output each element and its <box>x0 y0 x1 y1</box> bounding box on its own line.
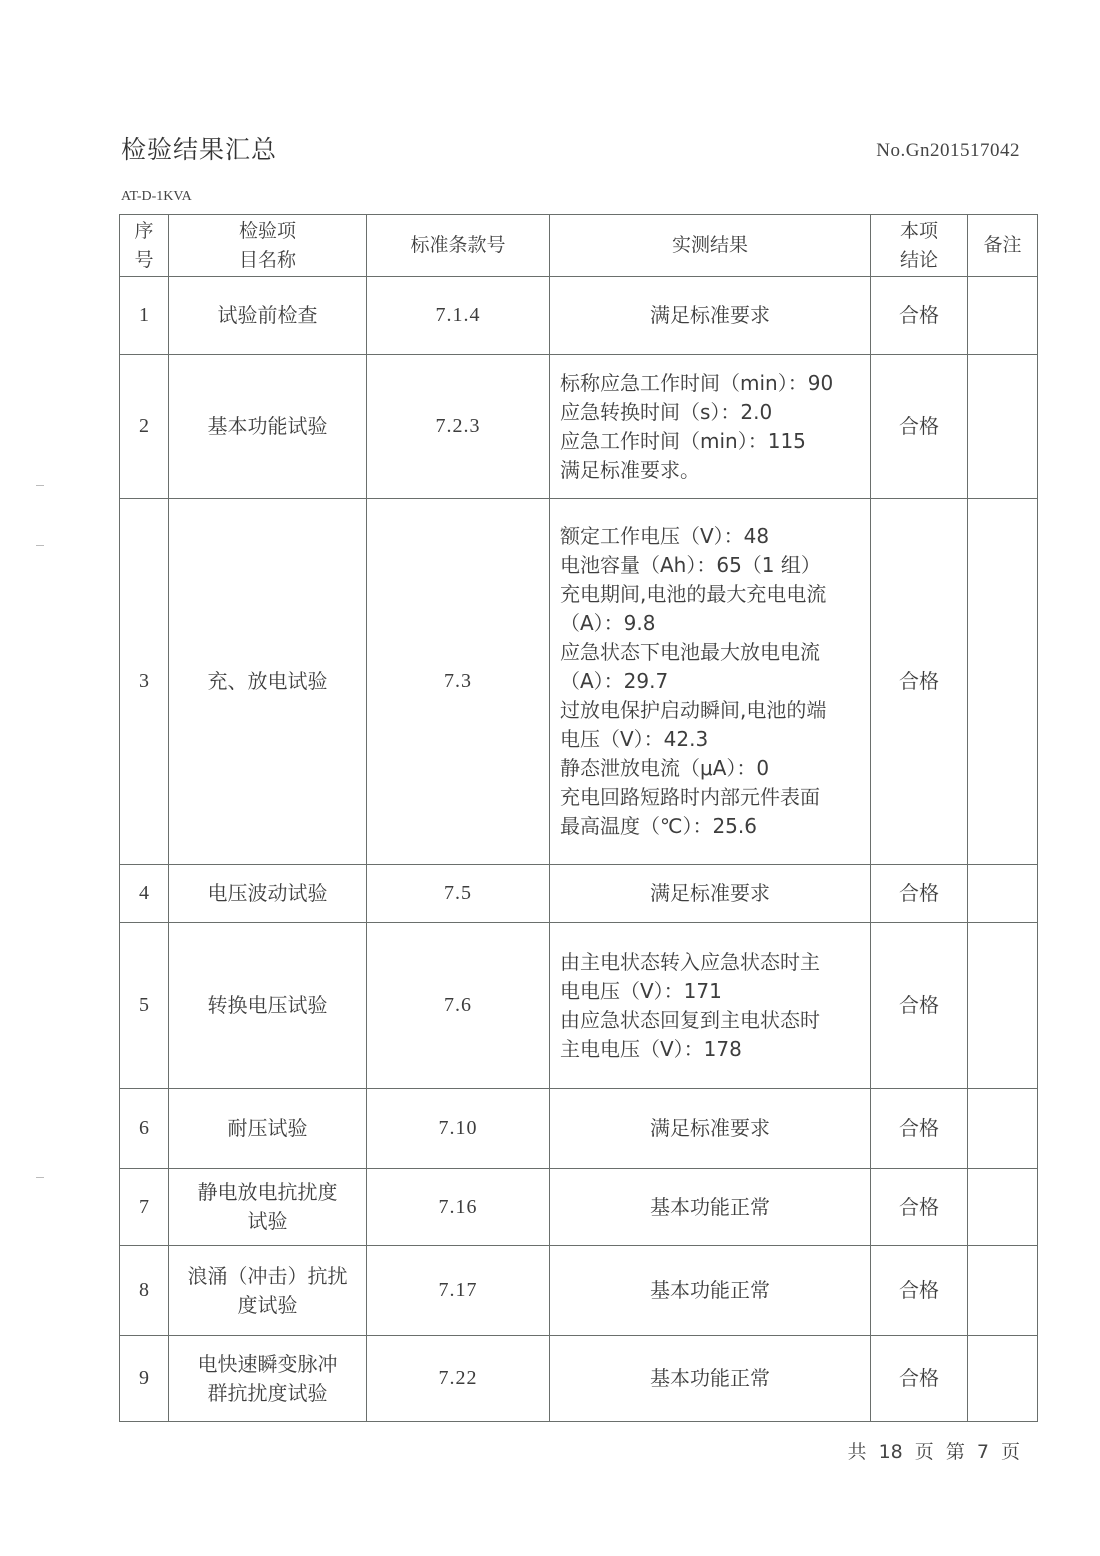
cell-result: 满足标准要求 <box>550 277 871 355</box>
cell-item: 电快速瞬变脉冲 群抗扰度试验 <box>169 1336 367 1422</box>
cell-remark <box>968 1336 1038 1422</box>
cell-remark <box>968 277 1038 355</box>
cell-verdict: 合格 <box>871 1336 968 1422</box>
cell-verdict: 合格 <box>871 355 968 499</box>
cell-item: 电压波动试验 <box>169 865 367 923</box>
cell-clause: 7.5 <box>367 865 550 923</box>
cell-item: 基本功能试验 <box>169 355 367 499</box>
cell-seq: 6 <box>120 1089 169 1169</box>
table-row <box>120 865 1038 923</box>
column-header-verdict: 本项 结论 <box>871 215 968 277</box>
cell-verdict: 合格 <box>871 923 968 1089</box>
cell-remark <box>968 923 1038 1089</box>
cell-remark <box>968 355 1038 499</box>
cell-result: 由主电状态转入应急状态时主 电电压（V）：171 由应急状态回复到主电状态时 主电电压（V）：178 <box>550 923 871 1089</box>
cell-clause: 7.1.4 <box>367 277 550 355</box>
table-row <box>120 277 1038 355</box>
cell-seq: 8 <box>120 1246 169 1336</box>
cell-clause: 7.10 <box>367 1089 550 1169</box>
table-header-row <box>120 215 1038 277</box>
cell-remark <box>968 499 1038 865</box>
cell-verdict: 合格 <box>871 499 968 865</box>
cell-verdict: 合格 <box>871 1169 968 1246</box>
cell-item: 耐压试验 <box>169 1089 367 1169</box>
cell-seq: 5 <box>120 923 169 1089</box>
cell-clause: 7.3 <box>367 499 550 865</box>
table-row <box>120 1089 1038 1169</box>
cell-clause: 7.16 <box>367 1169 550 1246</box>
column-header-result: 实测结果 <box>550 215 871 277</box>
cell-verdict: 合格 <box>871 1246 968 1336</box>
cell-seq: 3 <box>120 499 169 865</box>
cell-seq: 1 <box>120 277 169 355</box>
cell-result: 基本功能正常 <box>550 1246 871 1336</box>
cell-item: 静电放电抗扰度 试验 <box>169 1169 367 1246</box>
cell-seq: 2 <box>120 355 169 499</box>
cell-item: 转换电压试验 <box>169 923 367 1089</box>
results-table <box>119 214 1038 1422</box>
scan-artifact <box>36 485 44 486</box>
table-row <box>120 1336 1038 1422</box>
cell-remark <box>968 1246 1038 1336</box>
cell-clause: 7.17 <box>367 1246 550 1336</box>
cell-result: 基本功能正常 <box>550 1336 871 1422</box>
cell-result: 满足标准要求 <box>550 865 871 923</box>
cell-clause: 7.6 <box>367 923 550 1089</box>
column-header-clause: 标准条款号 <box>367 215 550 277</box>
scan-artifact <box>36 1177 44 1178</box>
page-title: 检验结果汇总 <box>121 135 278 164</box>
cell-item: 试验前检查 <box>169 277 367 355</box>
cell-result: 额定工作电压（V）：48 电池容量（Ah）：65（1 组） 充电期间,电池的最大充电电流 （A）：9.8 应急状态下电池最大放电电流 （A）：29.7 过放电保护启动瞬间,电池的端 电压（V）：42.3 静态泄放电流（μA）：0 充电回路短路时内部元件表面 最高温度（℃）：25.6 <box>550 499 871 865</box>
cell-remark <box>968 1169 1038 1246</box>
cell-seq: 9 <box>120 1336 169 1422</box>
table-row <box>120 499 1038 865</box>
table-row <box>120 1246 1038 1336</box>
cell-remark <box>968 865 1038 923</box>
cell-verdict: 合格 <box>871 865 968 923</box>
cell-item: 充、放电试验 <box>169 499 367 865</box>
table-row <box>120 923 1038 1089</box>
cell-clause: 7.22 <box>367 1336 550 1422</box>
table-row <box>120 1169 1038 1246</box>
cell-seq: 7 <box>120 1169 169 1246</box>
cell-seq: 4 <box>120 865 169 923</box>
cell-result: 基本功能正常 <box>550 1169 871 1246</box>
cell-item: 浪涌（冲击）抗扰 度试验 <box>169 1246 367 1336</box>
cell-result: 满足标准要求 <box>550 1089 871 1169</box>
column-header-remark: 备注 <box>968 215 1038 277</box>
scan-artifact <box>36 545 44 546</box>
report-number: No.Gn201517042 <box>876 140 1020 161</box>
product-model: AT-D-1KVA <box>121 189 192 204</box>
column-header-item: 检验项 目名称 <box>169 215 367 277</box>
cell-clause: 7.2.3 <box>367 355 550 499</box>
column-header-seq: 序 号 <box>120 215 169 277</box>
cell-verdict: 合格 <box>871 1089 968 1169</box>
cell-verdict: 合格 <box>871 277 968 355</box>
table-row <box>120 355 1038 499</box>
page-indicator: 共 18 页 第 7 页 <box>847 1441 1020 1463</box>
cell-remark <box>968 1089 1038 1169</box>
cell-result: 标称应急工作时间（min）：90 应急转换时间（s）：2.0 应急工作时间（min）：115 满足标准要求。 <box>550 355 871 499</box>
